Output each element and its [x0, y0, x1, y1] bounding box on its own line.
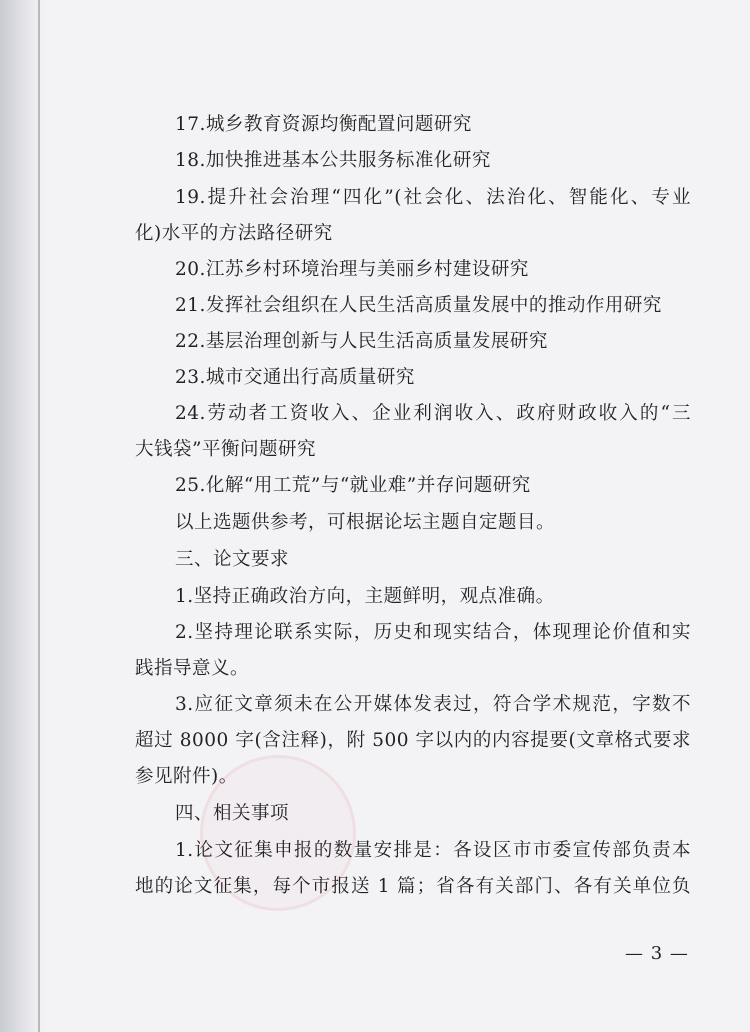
matter-1-line-2: 地的论文征集，每个市报送 1 篇；省各有关部门、各有关单位负 [135, 876, 691, 897]
topic-17: 17.城乡教育资源均衡配置问题研究 [175, 114, 472, 135]
requirement-3-line-3: 参见附件)。 [135, 766, 238, 787]
topic-18: 18.加快推进基本公共服务标准化研究 [175, 150, 491, 171]
topic-20: 20.江苏乡村环境治理与美丽乡村建设研究 [175, 259, 529, 280]
topic-24-line-2: 大钱袋”平衡问题研究 [135, 439, 316, 460]
requirement-2-line-1: 2.坚持理论联系实际，历史和现实结合，体现理论价值和实 [175, 622, 691, 643]
section-4-heading: 四、相关事项 [175, 803, 290, 824]
topic-21: 21.发挥社会组织在人民生活高质量发展中的推动作用研究 [175, 295, 662, 316]
topic-22: 22.基层治理创新与人民生活高质量发展研究 [175, 331, 548, 352]
section-3-heading: 三、论文要求 [175, 549, 290, 570]
topic-19-line-2: 化)水平的方法路径研究 [135, 223, 333, 244]
topic-25: 25.化解“用工荒”与“就业难”并存问题研究 [175, 475, 531, 496]
requirement-1: 1.坚持正确政治方向，主题鲜明，观点准确。 [175, 586, 555, 607]
topic-19-line-1: 19.提升社会治理“四化”(社会化、法治化、智能化、专业 [175, 187, 691, 208]
page-number: — 3 — [625, 943, 689, 964]
topic-24-line-1: 24.劳动者工资收入、企业利润收入、政府财政收入的“三 [175, 403, 691, 424]
topic-23: 23.城市交通出行高质量研究 [175, 367, 415, 388]
matter-1-line-1: 1.论文征集申报的数量安排是：各设区市市委宣传部负责本 [175, 840, 691, 861]
binding-edge [38, 0, 40, 1032]
topics-note: 以上选题供参考，可根据论坛主题自定题目。 [175, 512, 556, 533]
requirement-3-line-2: 超过 8000 字(含注释)，附 500 字以内的内容提要(文章格式要求 [135, 730, 691, 751]
requirement-3-line-1: 3.应征文章须未在公开媒体发表过，符合学术规范，字数不 [175, 694, 691, 715]
requirement-2-line-2: 践指导意义。 [135, 658, 250, 679]
